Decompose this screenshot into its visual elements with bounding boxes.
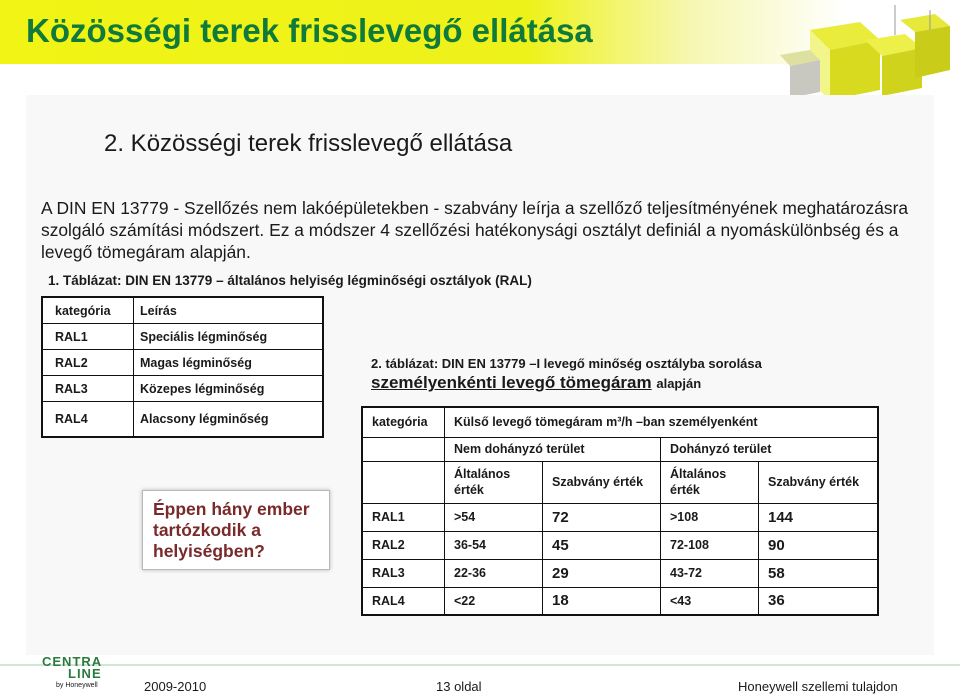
table-cell: 22-36 [445,559,543,587]
table-row [42,350,323,376]
table-cell: RAL1 [42,324,134,350]
table-subheader-cell: Dohányzó terület [661,437,879,461]
airflow-table [361,406,879,616]
table-cell: RAL2 [362,531,445,559]
table-header-cell: kategória [42,297,134,324]
table-cell: Alacsony légminőség [134,402,324,438]
table-subheader-cell: Általános érték [445,461,543,503]
table-row [362,503,878,531]
table-row [42,376,323,402]
ral-class-table [41,296,324,438]
table-cell [362,461,445,503]
table2-caption-subtitle [371,373,701,393]
table-row [42,297,323,324]
table-cell: <22 [445,587,543,615]
table-subheader-cell: Nem dohányzó terület [445,437,661,461]
table-row [362,461,878,503]
table-cell: RAL1 [362,503,445,531]
footer-divider [0,664,960,666]
table-cell: 45 [543,531,661,559]
buildings-illustration [660,0,960,110]
logo-text-bottom: LINE [68,666,102,681]
table-cell: 36-54 [445,531,543,559]
table-cell: RAL3 [42,376,134,402]
table-cell: RAL3 [362,559,445,587]
table-row [362,531,878,559]
table-cell: >54 [445,503,543,531]
logo-text-top: CENTRA [42,654,103,669]
table-cell: Közepes légminőség [134,376,324,402]
table-row [42,402,323,438]
table-cell [362,437,445,461]
table-cell: Magas légminőség [134,350,324,376]
table-cell: <43 [661,587,759,615]
table2-caption-suffix: alapján [656,376,702,391]
centraline-logo [38,652,122,692]
table-cell: 43-72 [661,559,759,587]
table-row [42,324,323,350]
slide-title: Közösségi terek frisslevegő ellátása [26,12,593,49]
footer-page-number: 13 oldal [436,679,482,694]
section-heading: 2. Közösségi terek frisslevegő ellátása [104,130,513,157]
question-callout [142,490,330,570]
table-cell: 72 [543,503,661,531]
table-row [362,587,878,615]
table-cell: 29 [543,559,661,587]
table-header-cell: Külső levegő tömegáram m³/h –ban személyenként [445,407,879,437]
table-cell: RAL4 [362,587,445,615]
table-header-cell: Leírás [134,297,324,324]
table-cell: RAL2 [42,350,134,376]
table-subheader-cell: Általános érték [661,461,759,503]
footer-owner: Honeywell szellemi tulajdon [738,679,898,694]
table-cell: 58 [759,559,879,587]
table-header-cell: kategória [362,407,445,437]
intro-paragraph: A DIN EN 13779 - Szellőzés nem lakóépületekben - szabvány leírja a szellőző teljesítményének meghatározásra szolgáló számítási módszert. Ez a módszer 4 szellőzési hatékonysági osztályt definiál a nyomáskülönbség és a levegő tömegáram alapján. [41,198,909,262]
logo-byline: by Honeywell [56,682,98,689]
table-cell: RAL4 [42,402,134,438]
footer-years: 2009-2010 [144,679,207,694]
table-cell: Speciális légminőség [134,324,324,350]
table2-caption-emphasis: személyenkénti levegő tömegáram [371,373,652,392]
table-row [362,437,878,461]
table-cell: 144 [759,503,879,531]
table1-caption: 1. Táblázat: DIN EN 13779 – általános helyiség légminőségi osztályok (RAL) [48,273,532,288]
table-cell: 18 [543,587,661,615]
table-subheader-cell: Szabvány érték [543,461,661,503]
table2-caption: 2. táblázat: DIN EN 13779 –I levegő minőség osztályba sorolása [371,356,762,371]
table-cell: 72-108 [661,531,759,559]
question-text: Éppen hány ember tartózkodik a helyiségben? [153,499,310,561]
table-row [362,407,878,437]
table-row [362,559,878,587]
table-cell: 90 [759,531,879,559]
table-cell: >108 [661,503,759,531]
table-subheader-cell: Szabvány érték [759,461,879,503]
table-cell: 36 [759,587,879,615]
